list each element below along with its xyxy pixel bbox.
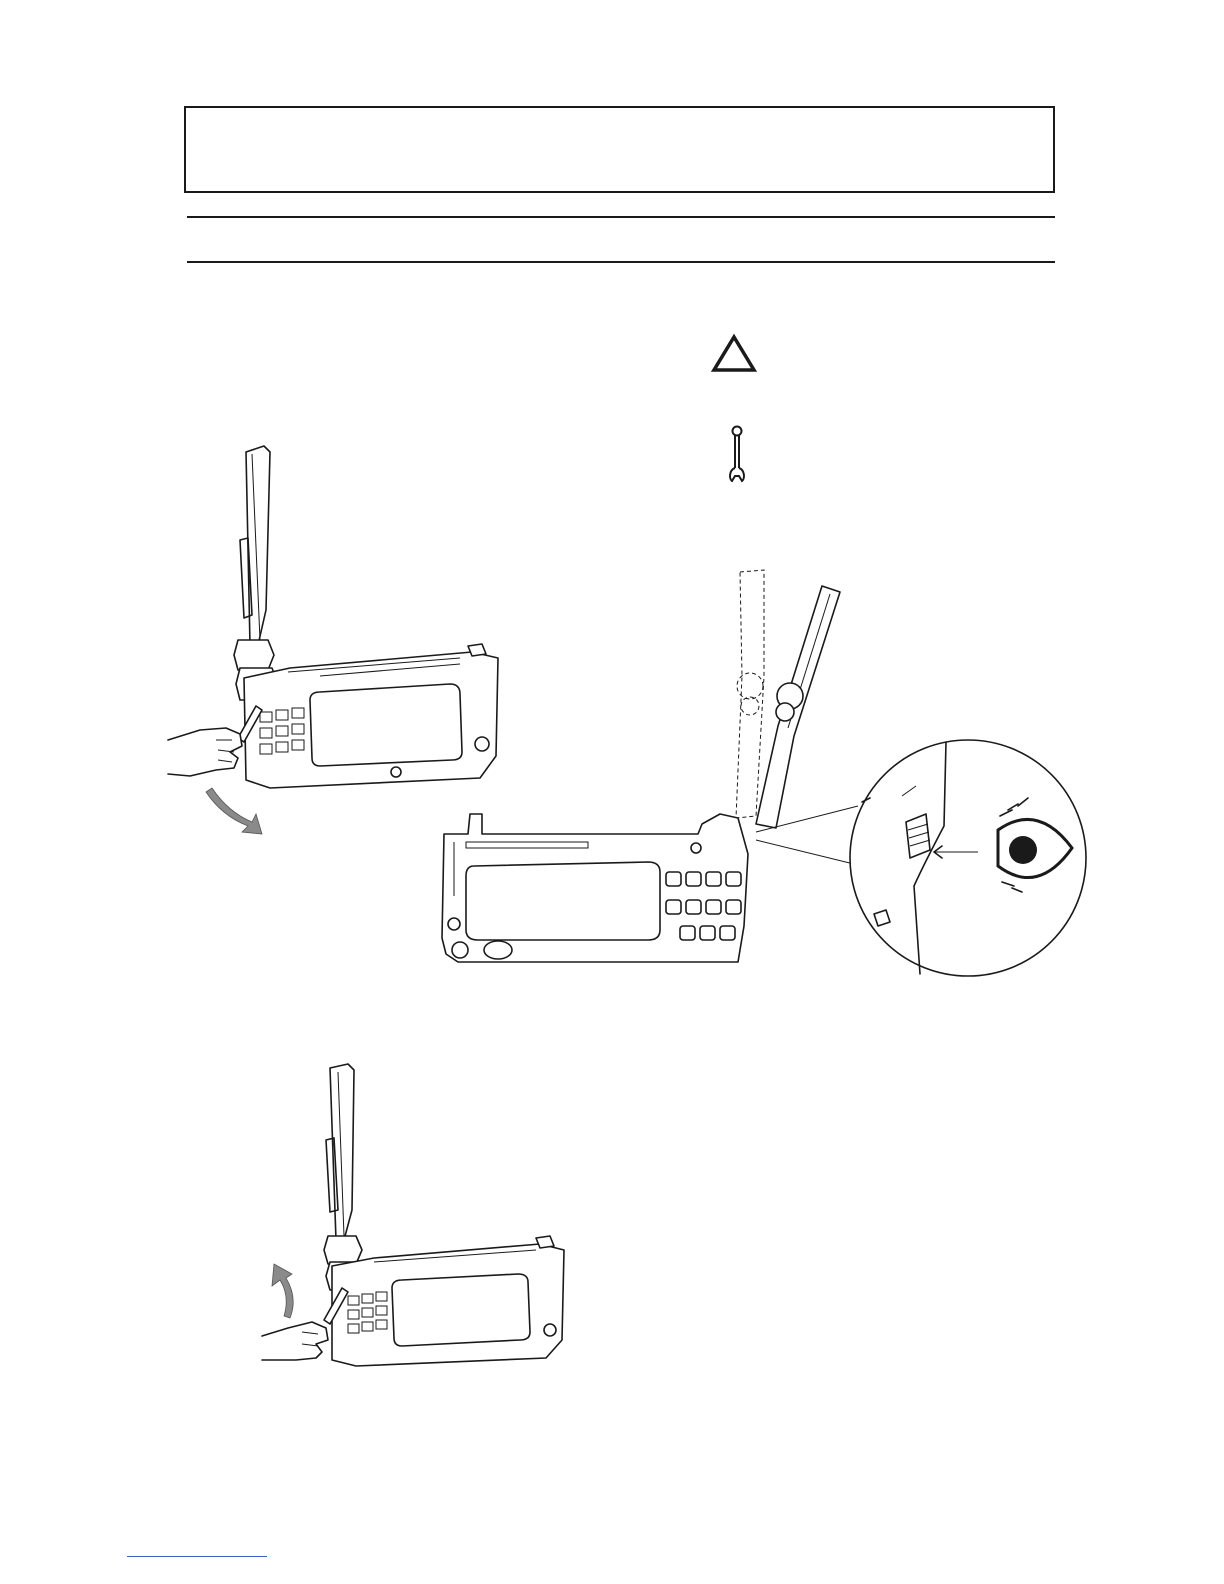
section-rule-top [187, 216, 1055, 218]
warning-triangle-icon [711, 334, 757, 374]
footer-link-underline[interactable] [127, 1556, 267, 1557]
wrench-icon [726, 424, 748, 482]
figure-2-backrest-inspection [438, 566, 1098, 982]
section-rule-bottom [187, 261, 1055, 263]
header-title-box [184, 106, 1055, 193]
figure-3-raise-backrest [256, 1060, 586, 1380]
